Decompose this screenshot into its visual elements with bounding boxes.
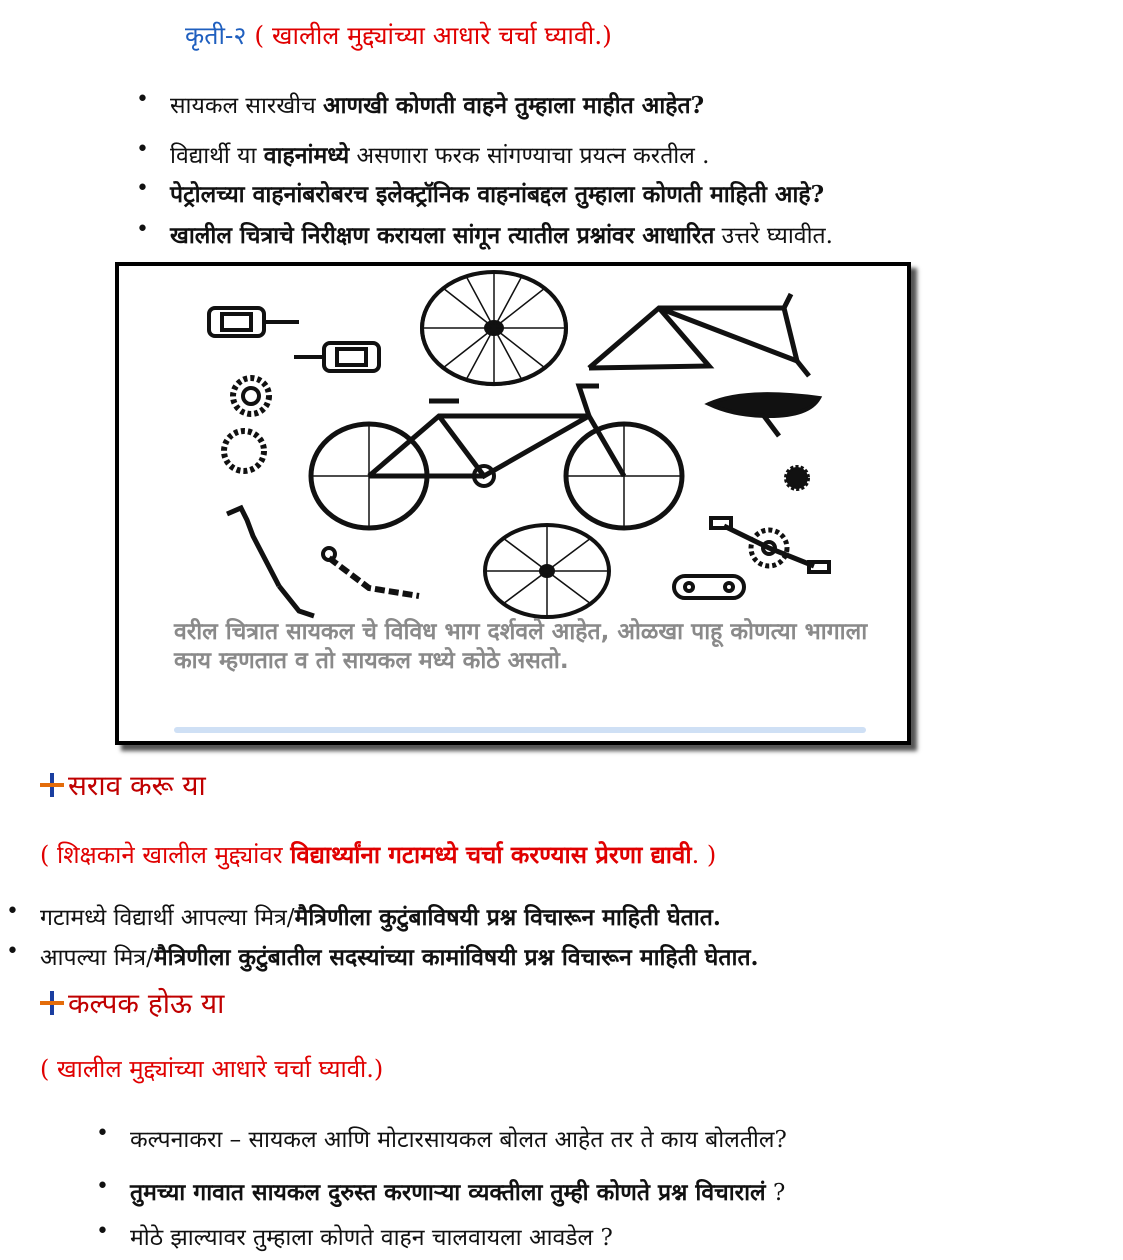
pedal-icon bbox=[209, 308, 299, 336]
list-item: • मोठे झाल्यावर तुम्हाला कोणते वाहन चालवायला आवडेल ? bbox=[130, 1220, 613, 1252]
wheel-icon bbox=[485, 525, 609, 617]
practice-instruction: ( शिक्षकाने खालील मुद्द्यांवर विद्यार्थ्यांना गटामध्ये चर्चा करण्यास प्रेरणा द्यावी. ) bbox=[40, 840, 717, 869]
image-caption: वरील चित्रात सायकल चे विविध भाग दर्शवले आहेत, ओळखा पाहू कोणत्या भागाला काय म्हणतात व तो सायकल मध्ये कोठे असतो. bbox=[174, 619, 868, 674]
chain-link-icon bbox=[674, 576, 744, 598]
list-item: • पेट्रोलच्या वाहनांबरोबरच इलेक्ट्रॉनिक वाहनांबद्दल तुम्हाला कोणती माहिती आहे? bbox=[170, 177, 824, 209]
bullet-plus-icon bbox=[40, 773, 64, 797]
practice-heading: सराव करू या bbox=[40, 766, 206, 804]
list-item: • सायकल सारखीच आणखी कोणती वाहने तुम्हाला माहीत आहेत? bbox=[170, 88, 704, 120]
chain-icon bbox=[323, 548, 419, 596]
bicycle-parts-image bbox=[115, 262, 911, 745]
crankset-icon bbox=[711, 518, 829, 572]
gear-icon bbox=[786, 467, 808, 489]
bicycle-icon bbox=[311, 386, 682, 528]
creative-instruction: ( खालील मुद्द्यांच्या आधारे चर्चा घ्यावी.) bbox=[40, 1055, 384, 1083]
list-item: • गटामध्ये विद्यार्थी आपल्या मित्र/मैत्रिणीला कुटुंबाविषयी प्रश्न विचारून माहिती घेतात. bbox=[40, 900, 721, 932]
list-item: • विद्यार्थी या वाहनांमध्ये असणारा फरक सांगण्याचा प्रयत्न करतील . bbox=[170, 138, 709, 170]
activity-label: कृती-२ bbox=[185, 21, 247, 50]
list-item: • कल्पनाकरा – सायकल आणि मोटारसायकल बोलत आहेत तर ते काय बोलतील? bbox=[130, 1122, 787, 1154]
saddle-icon bbox=[709, 394, 819, 436]
caption-divider bbox=[174, 727, 866, 733]
list-item: • आपल्या मित्र/मैत्रिणीला कुटुंबातील सदस्यांच्या कामांविषयी प्रश्न विचारून माहिती घेतात. bbox=[40, 940, 759, 972]
wheel-icon bbox=[422, 272, 566, 385]
creative-heading: कल्पक होऊ या bbox=[40, 984, 224, 1022]
chainring-icon bbox=[233, 378, 269, 414]
pedal-icon bbox=[294, 343, 379, 371]
frame-icon bbox=[589, 294, 809, 376]
list-item: • तुमच्या गावात सायकल दुरुस्त करणाऱ्या व्यक्तीला तुम्ही कोणते प्रश्न विचारालं ? bbox=[130, 1175, 785, 1207]
list-item: • खालील चित्राचे निरीक्षण करायला सांगून त्यातील प्रश्नांवर आधारित उत्तरे घ्यावीत. bbox=[170, 218, 833, 250]
activity-title bbox=[185, 18, 612, 52]
chainring-icon bbox=[224, 431, 264, 471]
pump-icon bbox=[227, 508, 314, 616]
activity-instruction: ( खालील मुद्द्यांच्या आधारे चर्चा घ्यावी.) bbox=[254, 21, 612, 50]
bullet-plus-icon bbox=[40, 991, 64, 1015]
